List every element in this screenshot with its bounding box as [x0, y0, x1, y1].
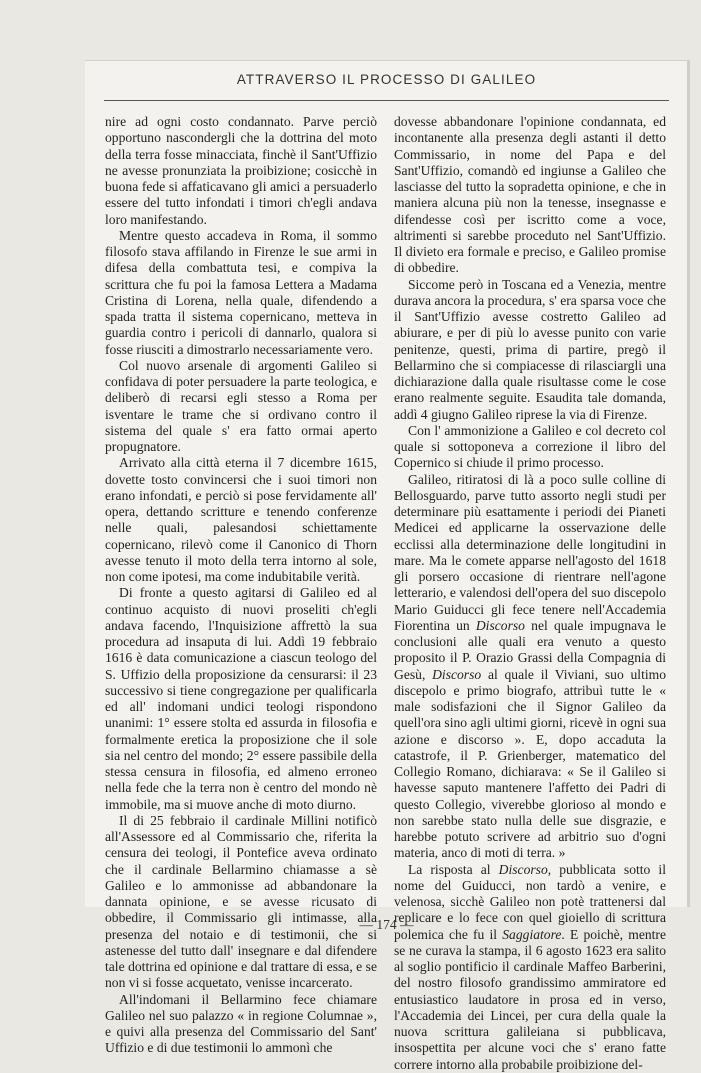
text-run: al quale il Viviani, suo ultimo discepolo e primo biografo, attribuì tutte le « male sodisfazioni che il Signor Galileo da quell'ora sino agli ultimi giorni, ricevè in ogni sua azione e discorso ». E, dopo accaduta la catastrofe, il P. Grienberger, matematico del Collegio Romano, dichiarava: « Se il Galileo si havesse saputo mantenere l'affetto dei Padri di questo Collegio, viverebbe glorioso al mondo e non sarebbe stato nulla delle sue disgrazie, e harebbe potuto scrivere ad arbitrio suo d'ogni materia, anco di moti di terra. »: [394, 666, 666, 861]
left-column: [105, 114, 377, 1057]
text-run: dovesse abbandonare l'opinione condannata, ed incontanente alla presenza degli astanti il detto Commissario, in nome del Papa e del Sant'Uffizio, comandò ed ingiunse a Galileo che lasciasse del tutto la sopradetta opinione, e che in maniera alcuna più non la tenesse, insegnasse e difendesse così per iscritto come a voce, altrimenti si sarebbe proceduto nel Sant'Uffizio. Il divieto era formale e preciso, e Galileo promise di obbedire.: [394, 114, 666, 276]
text-run: Con l' ammonizione a Galileo e col decreto col quale si sottoponeva a correzione il libro del Copernico si chiude il primo processo.: [394, 422, 666, 471]
header-rule: [104, 100, 669, 101]
paragraph: Di fronte a questo agitarsi di Galileo ed al continuo acquisto di nuovi proseliti ch'egli andava facendo, l'Inquisizione affrettò la sua procedura ad insaputa di lui. Addì 19 febbraio 1616 è data comunicazione a ciascun teologo del S. Uffizio della proposizione da censurarsi: il 23 successivo si tiene congregazione per qualificarla ed all' indomani undici teologi rispondono unanimi: 1° essere stolta ed assurda in filosofia e formalmente eretica la proposizione che il sole sia nel centro del mondo; 2° essere passibile della stessa censura in filosofia, ed almeno erroneo nella fede che la terra non è centro del mondo nè immobile, ma si muove anche di moto diurno.: [105, 585, 377, 812]
paragraph: All'indomani il Bellarmino fece chiamare Galileo nel suo palazzo « in regione Columnae », e quivi alla presenza del Commissario del Sant' Uffizio e di due testimonii lo ammonì che: [105, 991, 377, 1056]
italic-title: Saggiatore: [502, 926, 562, 942]
paragraph: [394, 423, 666, 472]
paragraph: Il di 25 febbraio il cardinale Millini notificò all'Assessore ed al Commissario che, riferita la censura dei teologi, il Pontefice aveva ordinato che il cardinale Bellarmino chiamasse a sè Galileo e lo ammonisse ad abbandonare la dannata opinione, e se avesse ricusato di obbedire, il Commissario gli intimasse, alla presenza del notaio e di testimonii, che si astenesse del tutto dall' insegnare e dal difendere tale dottrina ed opinione e dal trattare di essa, e se non vi si fosse acquetato, venisse incarcerato.: [105, 812, 377, 991]
paragraph: nire ad ogni costo condannato. Parve perciò opportuno nascondergli che la dottrina del moto della terra fosse minacciata, finchè il Sant'Uffizio ne avesse pronunziata la proibizione; cosicchè in buona fede si affaticavano gli amici a persuaderlo essere del tutto infondati i timori ch'egli andava loro manifestando.: [105, 114, 377, 227]
text-run: . E poichè, mentre se ne curava la stampa, il 6 agosto 1623 era salito al soglio pontificio il cardinale Maffeo Barberini, del nostro filosofo grandissimo ammiratore ed entusiastico laudatore in prosa ed in verso, l'Accademia dei Lincei, per cura della quale la nuova scrittura galileiana si pubblicava, insospettita per alcune voci che s' erano fatte correre intorno alla probabile proibizione del-: [394, 926, 666, 1072]
paragraph: [394, 862, 666, 1073]
paragraph: Arrivato alla città eterna il 7 dicembre 1615, dovette tosto convincersi che i suoi timori non erano infondati, e perciò si pose fervidamente all' opera, dettando scritture e tenendo conferenze nelle quali, palesandosi schiettamente copernicano, rilevò come il Canonico di Thorn avesse tenuto il moto della terra intorno al sole, non come ipotesi, ma come indubitabile verità.: [105, 455, 377, 584]
italic-title: Discorso: [475, 617, 525, 633]
italic-title: Discorso: [498, 861, 548, 877]
italic-title: Discorso: [432, 666, 482, 682]
running-header: ATTRAVERSO IL PROCESSO DI GALILEO: [236, 72, 537, 87]
text-run: La risposta al: [408, 861, 499, 877]
page-number: — 174 —: [359, 917, 414, 932]
paragraph: [394, 277, 666, 423]
text-run: , pubblicata sotto il nome del Guiducci, non tardò a venire, e velenosa, sicchè Galileo non potè trattenersi dal replicare e lo fece con quel gioiello di scrittura polemica che fu il: [394, 861, 666, 942]
paragraph: [394, 114, 666, 277]
text-run: nel quale impugnava le conclusioni alle quali era venuto a questo proposito il P. Orazio Grassi della Compagnia di Gesù,: [394, 617, 666, 682]
paragraph: [394, 472, 666, 862]
text-run: Galileo, ritiratosi di là a poco sulle colline di Bellosguardo, parve tutto assorto negli studi per determinare più esattamente i periodi dei Pianeti Medicei ed applicarne la osservazione delle ecclissi alla determinazione delle longitudini in mare. Ma le comete apparse nell'agosto del 1618 gli porsero occasione di rientrare nell'agone letterario, e valendosi dell'opera del suo discepolo Mario Guiducci gli fece tenere nell'Accademia Fiorentina un: [394, 471, 666, 633]
paragraph: Mentre questo accadeva in Roma, il sommo filosofo stava affilando in Firenze le sue armi in difesa della combattuta tesi, e compiva la scrittura che fu poi la famosa Lettera a Madama Cristina di Lorena, nella quale, difendendo a spada tratta il sistema copernicano, metteva in guardia contro i pericoli di dannarlo, qualora si fosse riusciti a dimostrarlo necessariamente vero.: [105, 227, 377, 357]
text-run: Siccome però in Toscana ed a Venezia, mentre durava ancora la procedura, s' era sparsa voce che il Sant'Uffizio avesse costretto Galileo ad abiurare, e per di più lo avesse punito con varie penitenze, questi, prima di partire, pregò il Bellarmino che si compiacesse di rilasciargli una dichiarazione dalla quale risultasse come le cose erano realmente seguite. Esaudita tale domanda, addì 4 giugno Galileo riprese la via di Firenze.: [394, 276, 666, 422]
paragraph: Col nuovo arsenale di argomenti Galileo si confidava di poter persuadere la parte teologica, e deliberò di recarsi egli stesso a Roma per isventare le trame che si ordivano contro il sistema del quale s' era fatto ormai aperto propugnatore.: [105, 357, 377, 454]
